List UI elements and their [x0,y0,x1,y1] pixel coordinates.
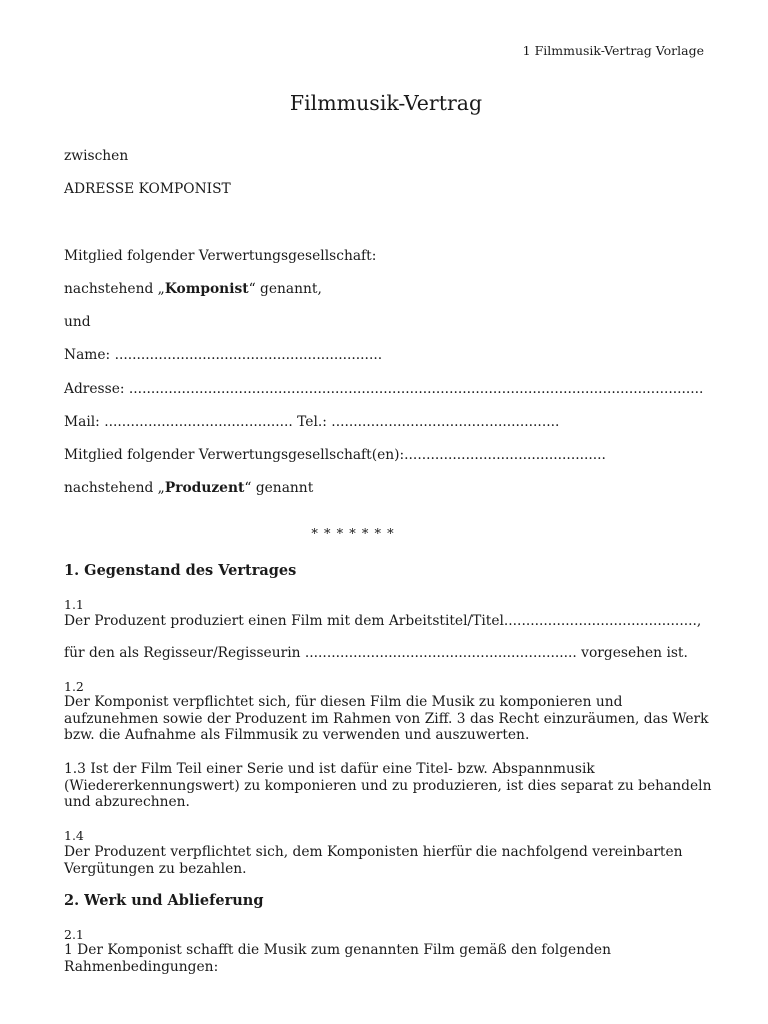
clause-1-3-text [64,761,712,811]
clause-1-2-number: 1.2 [64,679,84,694]
page-header-note: 1 Filmmusik-Vertrag Vorlage [522,43,704,58]
composer-designation-prefix: nachstehend „ [64,281,165,297]
between-text: zwischen [64,148,129,164]
clause-1-4-line: Der Produzent verpflichtet sich, dem Komponisten hierfür die nachfolgend vereinbarten [64,844,683,860]
producer-society: Mitglied folgender Verwertungsgesellschaft(en):.............................................. [64,447,606,463]
clause-1-3-line: (Wiedererkennungswert) zu komponieren und zu produzieren, ist dies separat zu behandeln [64,777,712,794]
composer-address: ADRESSE KOMPONIST [64,181,231,197]
producer-designation-term: Produzent [164,480,245,496]
producer-mail-tel-line: Mail: ........................................... Tel.: .................................................... [64,414,560,430]
clause-2-1-line: Rahmenbedingungen: [64,958,219,975]
clause-1-1-director: für den als Regisseur/Regisseurin .............................................................. vorgesehen ist. [64,645,688,661]
clause-1-4-line: Vergütungen zu bezahlen. [64,860,247,877]
clause-2-1-number: 2.1 [64,927,84,942]
clause-1-2-text [64,694,709,744]
clause-1-2-line: aufzunehmen sowie der Produzent im Rahmen von Ziff. 3 das Recht einzuräumen, das Werk [64,710,709,727]
producer-designation-prefix: nachstehend „ [64,480,165,496]
composer-society: Mitglied folgender Verwertungsgesellschaft: [64,248,377,264]
clause-1-1-text: Der Produzent produziert einen Film mit dem Arbeitstitel/Titel............................................, [64,613,702,629]
section-1-heading: 1. Gegenstand des Vertrages [64,562,297,579]
clause-2-1-text [64,942,704,975]
producer-designation-suffix: “ genannt [244,480,314,496]
producer-address-line: Adresse: ................................................................................................................................... [64,381,704,397]
clause-1-2-line: Der Komponist verpflichtet sich, für diesen Film die Musik zu komponieren und [64,694,623,710]
composer-designation [64,281,322,298]
clause-1-3-line: 1.3 Ist der Film Teil einer Serie und ist dafür eine Titel- bzw. Abspannmusik [64,761,595,777]
section-2-heading: 2. Werk und Ablieferung [64,892,264,909]
composer-designation-suffix: “ genannt, [248,281,322,297]
section-separator: * * * * * * * [311,527,395,542]
clause-2-1-line: 1 Der Komponist schafft die Musik zum genannten Film gemäß den folgenden [64,942,611,958]
producer-name-line: Name: ............................................................. [64,347,383,363]
producer-designation [64,480,313,497]
document-title: Filmmusik-Vertrag [289,91,483,115]
and-text: und [64,314,91,330]
clause-1-1-number: 1.1 [64,597,84,612]
clause-1-3-line: und abzurechnen. [64,794,190,810]
clause-1-4-number: 1.4 [64,828,84,843]
clause-1-2-line: bzw. die Aufnahme als Filmmusik zu verwenden und auszuwerten. [64,727,530,743]
clause-1-4-text [64,844,704,877]
composer-designation-term: Komponist [164,281,249,297]
